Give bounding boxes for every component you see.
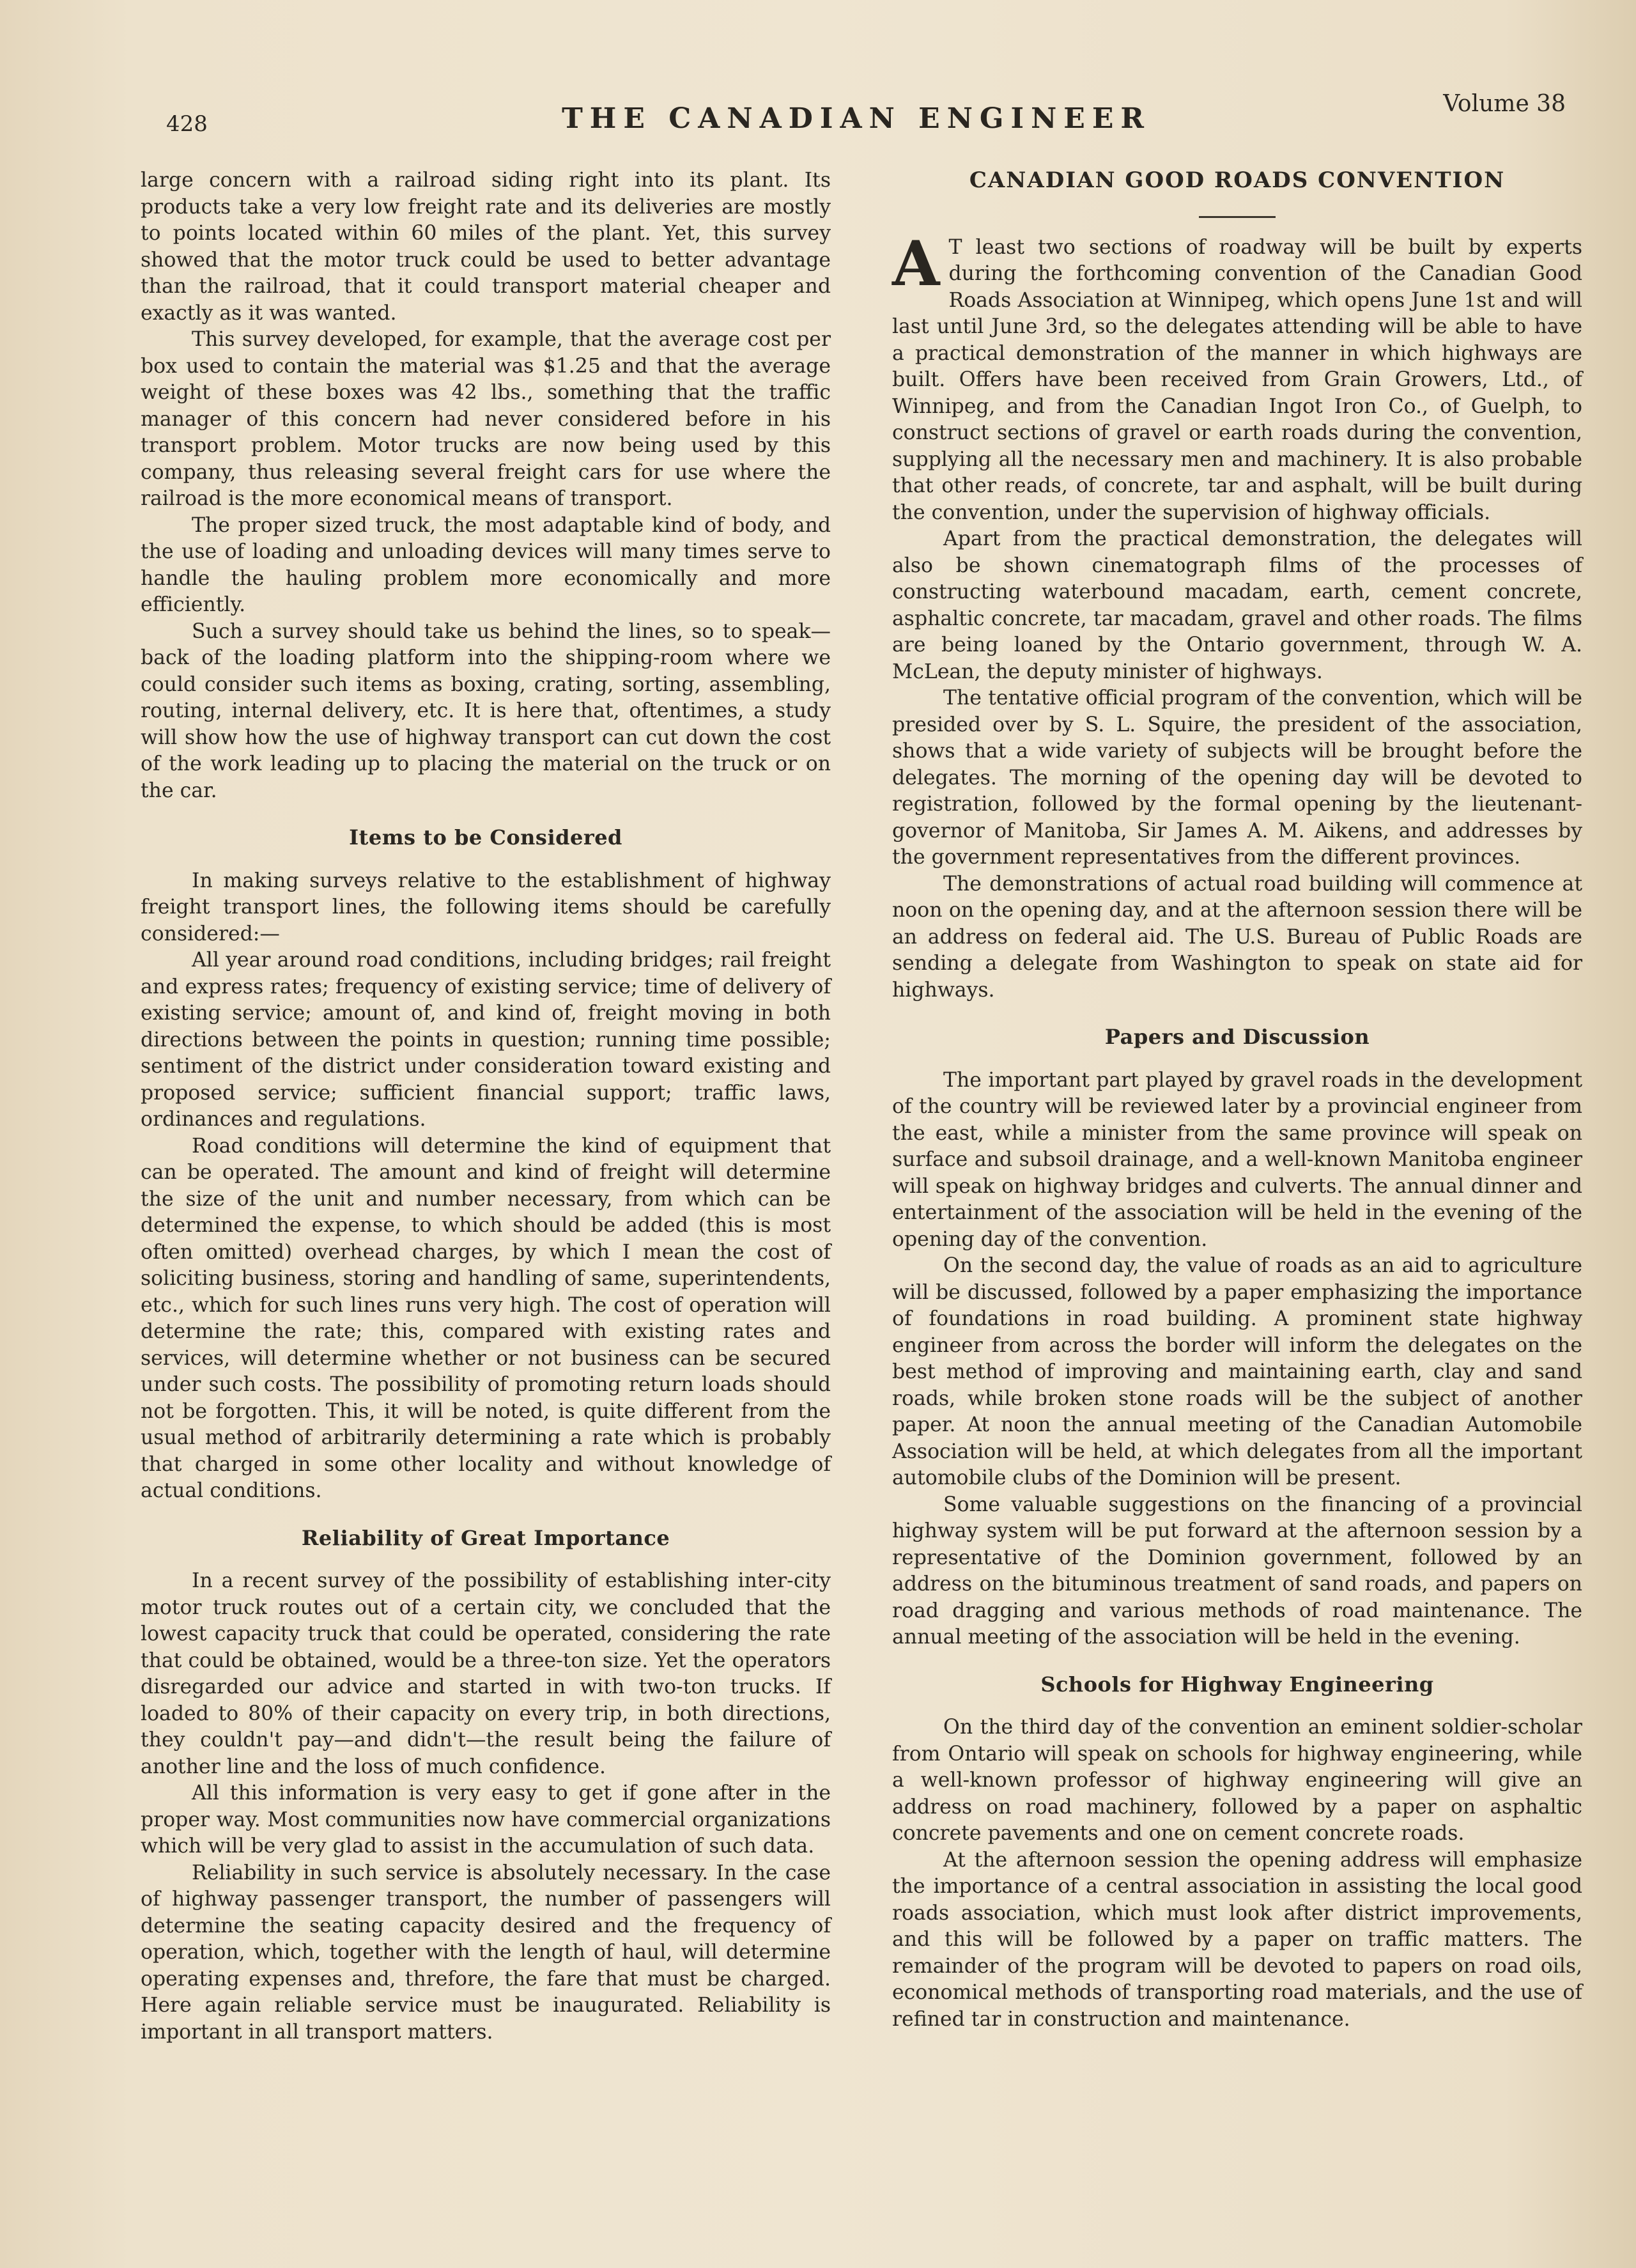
lead-paragraph (892, 227, 1582, 527)
paragraph: Such a survey should take us behind the lines, so to speak—back of the loading platform into the shipping-room where we could consider such items as boxing, crating, sorting, assembling, routing, internal delivery, etc. It is here that, oftentimes, a study will show how the use of highway transport can cut down the cost of the work leading up to placing the material on the truck or on the car. (141, 619, 831, 802)
title-rule (1199, 216, 1276, 218)
paragraph: At the afternoon session the opening address will emphasize the importance of a central association in assisting the local good roads association, which must look after district improvements, and this will be followed by a paper on traffic matters. The remainder of the program will be devoted to papers on road oils, economical methods of transporting road materials, and the use of refined tar in construction and maintenance. (892, 1848, 1582, 2031)
paragraph: All year around road conditions, including bridges; rail freight and express rates; frequency of existing service; time of delivery of existing service; amount of, and kind of, freight moving in both directions between the points in question; running time possible; sentiment of the district under consideration toward existing and proposed service; sufficient financial support; traffic laws, ordinances and regulations. (141, 949, 831, 1131)
paragraph: The tentative official program of the convention, which will be presided over by S. L. Squire, the president of the association, shows that a wide variety of subjects will be brought before the delegates. The morning of the opening day will be devoted to registration, followed by the formal opening by the lieutenant-governor of Manitoba, Sir James A. M. Aikens, and addresses by the government representatives from the different provinces. (892, 687, 1582, 869)
page-number: 428 (166, 111, 208, 137)
drop-cap: A (892, 227, 940, 300)
article-title: CANADIAN GOOD ROADS CONVENTION (969, 167, 1506, 193)
right-column (892, 167, 1582, 2033)
paragraph: Some valuable suggestions on the financing of a provincial highway system will be put forward at the afternoon session by a representative of the Dominion government, followed by an address on the bituminous treatment of sand roads, and papers on road dragging and various methods of road maintenance. The annual meeting of the association will be held in the evening. (892, 1493, 1582, 1649)
paragraph: The proper sized truck, the most adaptable kind of body, and the use of loading and unloading devices will many times serve to handle the hauling problem more economically and more efficiently. (141, 513, 831, 616)
lead-paragraph-text: T least two sections of roadway will be built by experts during the forthcoming convention of the Canadian Good Roads Association at Winnipeg, which opens June 1st and will last until June 3rd, so the delegates attending will be able to have a practical demonstration of the manner in which highways are built. Offers have been received from Grain Growers, Ltd., of Winnipeg, and from the Canadian Ingot Iron Co., of Guelph, to construct sections of gravel or earth roads during the convention, supplying all the necessary men and machinery. It is also probable that other reads, of concrete, tar and asphalt, will be built during the convention, under the supervision of highway officials. (892, 235, 1582, 524)
paragraph: This survey developed, for example, that the average cost per box used to contain the material was $1.25 and that the average weight of these boxes was 42 lbs., something that the traffic manager of this concern had never considered before in his transport problem. Motor trucks are now being used by this company, thus releasing several freight cars for use where the railroad is the more economical means of transport. (141, 328, 831, 510)
paragraph: large concern with a railroad siding right into its plant. Its products take a very low freight rate and its deliveries are mostly to points located within 60 miles of the plant. Yet, this survey showed that the motor truck could be used to better advantage than the railroad, that it could transport material cheaper and exactly as it was wanted. (141, 169, 831, 325)
paragraph: Apart from the practical demonstration, the delegates will also be shown cinematograph films of the processes of constructing waterbound macadam, earth, cement concrete, asphaltic concrete, tar macadam, gravel and other roads. The films are being loaned by the Ontario government, through W. A. McLean, the deputy minister of highways. (892, 527, 1582, 683)
paragraph: The demonstrations of actual road building will commence at noon on the opening day, and at the afternoon session there will be an address on federal aid. The U.S. Bureau of Public Roads are sending a delegate from Washington to speak on state aid for highways. (892, 872, 1582, 1002)
journal-title: THE CANADIAN ENGINEER (562, 102, 1151, 135)
section-heading-schools: Schools for Highway Engineering (1040, 1672, 1434, 1697)
paragraph: In a recent survey of the possibility of establishing inter-city motor truck routes out of a certain city, we concluded that the lowest capacity truck that could be operated, considering the rate that could be obtained, would be a three-ton size. Yet the operators disregarded our advice and started in with two-ton trucks. If loaded to 80% of their capacity on every trip, in both directions, they couldn't pay—and didn't—the result being the failure of another line and the loss of much confidence. (141, 1569, 831, 1778)
paragraph: On the second day, the value of roads as an aid to agriculture will be discussed, followed by a paper emphasizing the importance of foundations in road building. A prominent state highway engineer from across the border will inform the delegates on the best method of improving and maintaining earth, clay and sand roads, while broken stone roads will be the subject of another paper. At noon the annual meeting of the Canadian Automobile Association will be held, at which delegates from all the important automobile clubs of the Dominion will be present. (892, 1254, 1582, 1489)
section-heading-papers: Papers and Discussion (1104, 1025, 1370, 1049)
running-head (147, 88, 1566, 137)
section-heading-items: Items to be Considered (349, 825, 622, 850)
paragraph: Road conditions will determine the kind of equipment that can be operated. The amount and kind of freight will determine the size of the unit and number necessary, from which can be determined the expense, to which should be added (this is most often omitted) overhead charges, by which I mean the cost of soliciting business, storing and handling of same, superintendents, etc., which for such lines runs very high. The cost of operation will determine the rate; this, compared with existing rates and services, will determine whether or not business can be secured under such costs. The possibility of promoting return loads should not be forgotten. This, it will be noted, is quite different from the usual method of arbitrarily determining a rate which is probably that charged in some other locality and without knowledge of actual conditions. (141, 1134, 831, 1502)
paragraph: Reliability in such service is absolutely necessary. In the case of highway passenger transport, the number of passengers will determine the seating capacity desired and the frequency of operation, which, together with the length of haul, will determine operating expenses and, threfore, the fare that must be charged. Here again reliable service must be inaugurated. Reliability is important in all transport matters. (141, 1861, 831, 2044)
section-heading-reliability: Reliability of Great Importance (301, 1525, 670, 1550)
paragraph: In making surveys relative to the establishment of highway freight transport lines, the following items should be carefully considered:— (141, 869, 831, 945)
left-column (141, 167, 831, 2046)
paragraph: All this information is very easy to get if gone after in the proper way. Most communities now have commercial organizations which will be very glad to assist in the accumulation of such data. (141, 1782, 831, 1858)
volume-label: Volume 38 (1443, 91, 1566, 117)
paragraph: On the third day of the convention an eminent soldier-scholar from Ontario will speak on schools for highway engineering, while a well-known professor of highway engineering will give an address on road machinery, followed by a paper on asphaltic concrete pavements and one on cement concrete roads. (892, 1716, 1582, 1845)
paragraph: The important part played by gravel roads in the development of the country will be reviewed later by a provincial engineer from the east, while a minister from the same province will speak on surface and subsoil drainage, and a well-known Manitoba engineer will speak on highway bridges and culverts. The annual dinner and entertainment of the association will be held in the evening of the opening day of the convention. (892, 1068, 1582, 1251)
